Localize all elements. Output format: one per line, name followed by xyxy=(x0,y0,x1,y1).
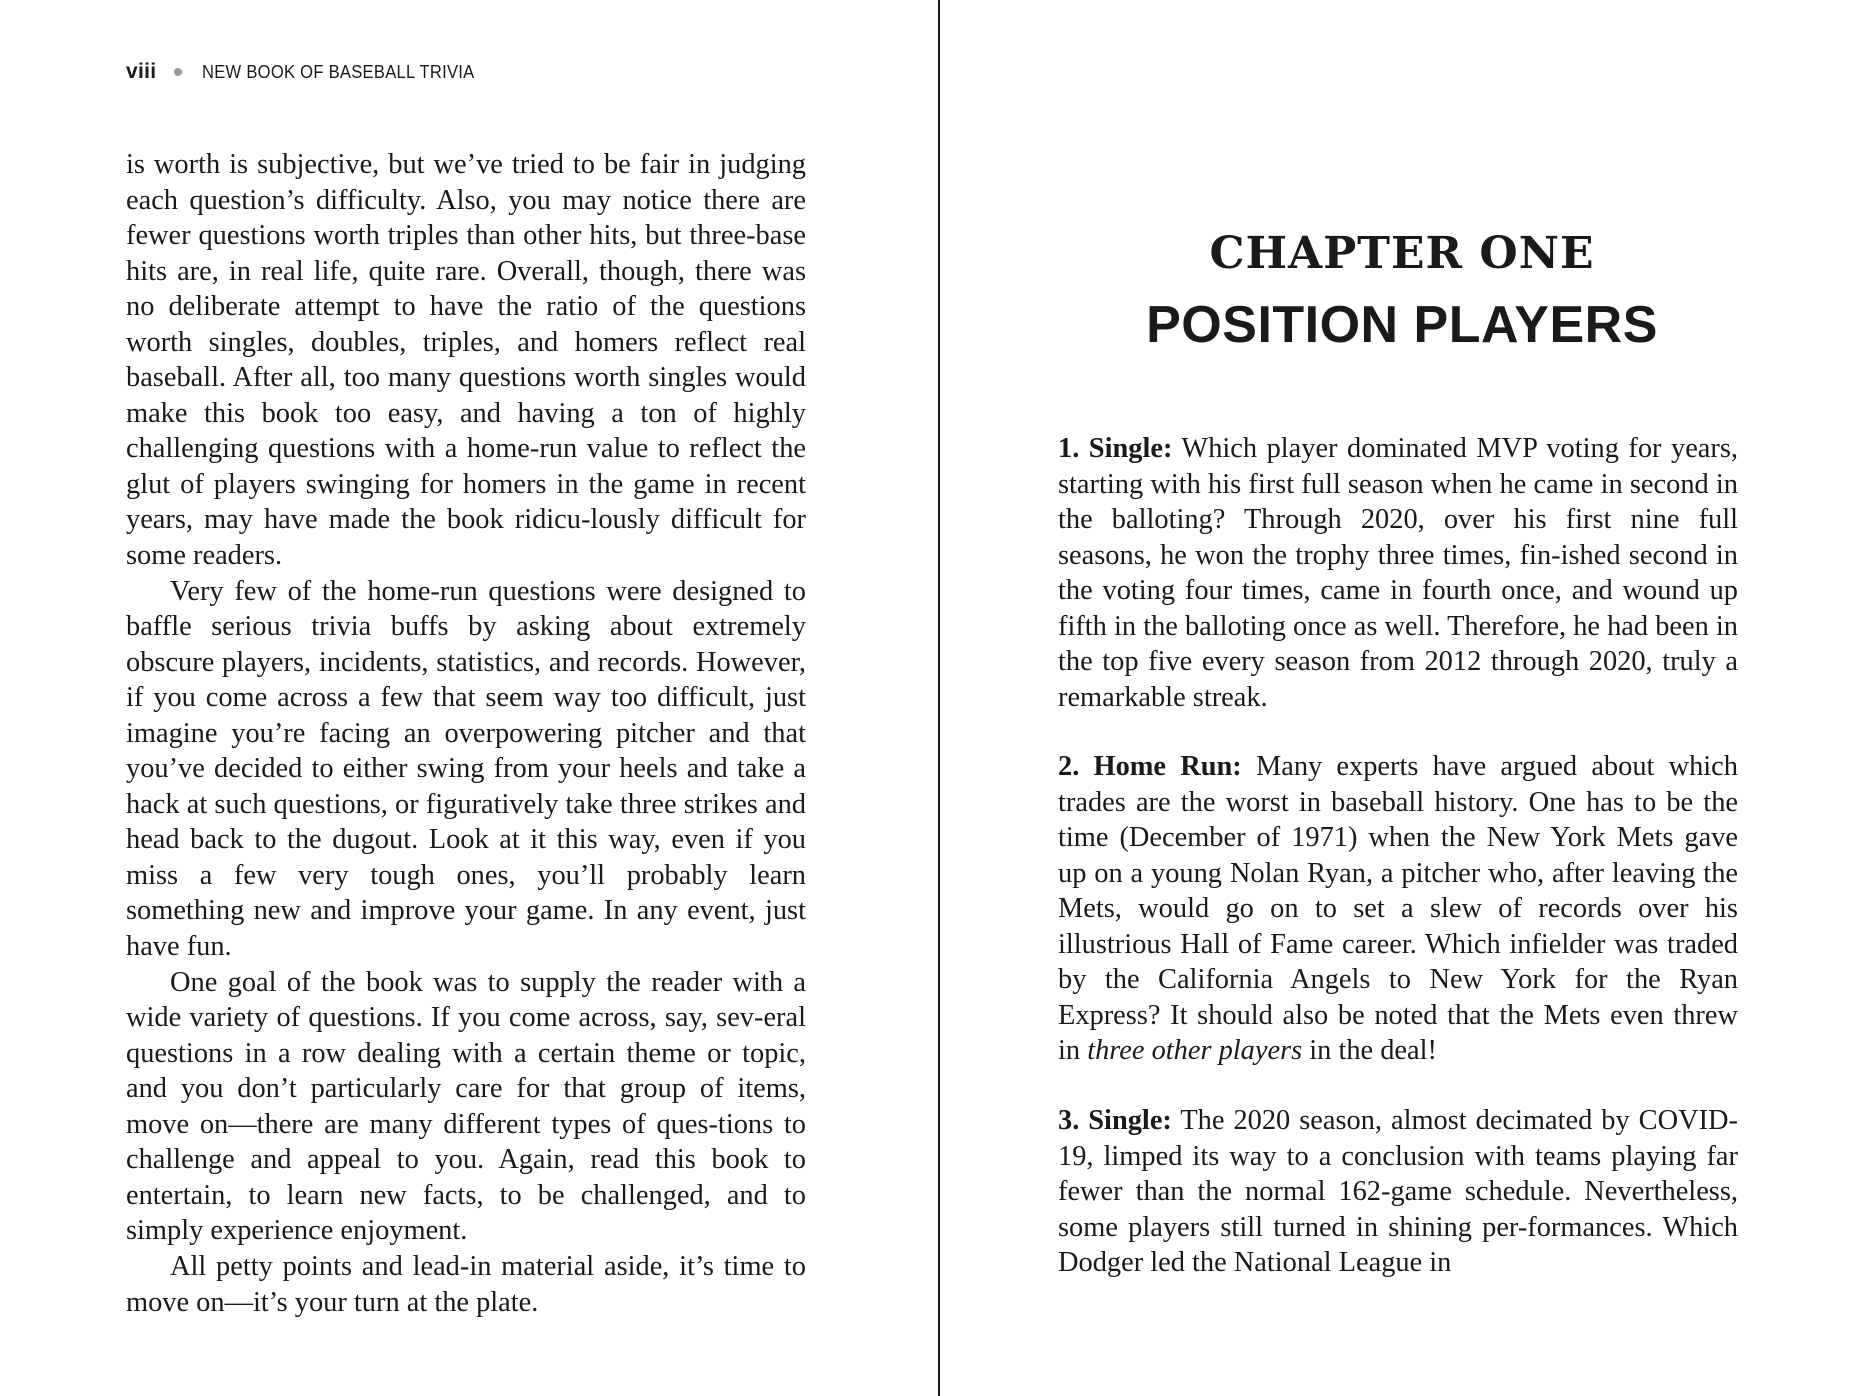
page-gutter-divider xyxy=(938,0,940,1396)
trivia-question xyxy=(1058,1103,1738,1281)
page-number: viii xyxy=(126,60,157,83)
question-label: 3. Single: xyxy=(1058,1105,1172,1136)
question-text: Which player dominated MVP voting for years, starting with his first full season when he came in second in the balloting? Through 2020, over his first nine full seasons, he won the trophy three times, fin-ished second in the voting four times, came in fourth once, and wound up fifth in the balloting once as well. Therefore, he had been in the top five every season from 2012 through 2020, truly a remarkable streak. xyxy=(1058,433,1739,713)
question-emphasis: three other players xyxy=(1087,1035,1303,1067)
running-book-title: NEW BOOK OF BASEBALL TRIVIA xyxy=(202,61,475,82)
bullet-dot-icon xyxy=(174,68,182,76)
body-paragraph: One goal of the book was to supply the reader with a wide variety of questions. If you come across, say, sev-eral questions in a row dealing with a certain theme or topic, and you don’t particularly care for that group of items, move on—there are many different types of ques-tions to challenge and appeal to you. Again, read this book to entertain, to learn new facts, to be challenged, and to simply experience enjoyment. xyxy=(126,966,806,1247)
question-text-end: in the deal! xyxy=(1302,1035,1437,1067)
question-text: The 2020 season, almost decimated by COVID-19, limped its way to a conclusion with teams playing far fewer than the normal 162-game schedule. Nevertheless, some players still turned in shining per-formances. Which Dodger led the National League in xyxy=(1058,1105,1738,1279)
chapter-number: CHAPTER ONE xyxy=(1209,228,1595,279)
body-paragraph: All petty points and lead-in material aside, it’s time to move on—it’s your turn at the plate. xyxy=(126,1250,806,1318)
question-label: 1. Single: xyxy=(1058,433,1173,464)
question-label: 2. Home Run: xyxy=(1058,751,1242,782)
question-text: Many experts have argued about which trades are the worst in baseball history. One has to be the time (December of 1971) when the New York Mets gave up on a young Nolan Ryan, a pitcher who, after leaving the Mets, would go on to set a slew of records over his illustrious Hall of Fame career. Which infielder was traded by the California Angels to New York for the Ryan Express? It should also be noted that the Mets even threw in xyxy=(1058,751,1738,1067)
left-page-body xyxy=(126,147,806,1320)
trivia-question xyxy=(1058,749,1738,1069)
trivia-question xyxy=(1058,431,1738,715)
running-head xyxy=(126,60,499,84)
body-paragraph: is worth is subjective, but we’ve tried to be fair in judging each question’s difficulty. Also, you may notice there are fewer questions worth triples than other hits, but three-base hits are, in real life, quite rare. Overall, though, there was no deliberate attempt to have the ratio of the questions worth singles, doubles, triples, and homers reflect real baseball. After all, too many questions worth singles would make this book too easy, and having a ton of highly challenging questions with a home-run value to reflect the glut of players swinging for homers in the game in recent years, may have made the book ridicu-lously difficult for some readers. xyxy=(126,149,806,572)
body-paragraph: Very few of the home-run questions were designed to baffle serious trivia buffs by asking about extremely obscure players, incidents, statistics, and records. However, if you come across a few that seem way too difficult, just imagine you’re facing an overpowering pitcher and that you’ve decided to either swing from your heels and take a hack at such questions, or figuratively take three strikes and head back to the dugout. Look at it this way, even if you miss a few very tough ones, you’ll probably learn something new and improve your game. In any event, just have fun. xyxy=(126,575,806,963)
chapter-title: POSITION PLAYERS xyxy=(1146,296,1658,354)
